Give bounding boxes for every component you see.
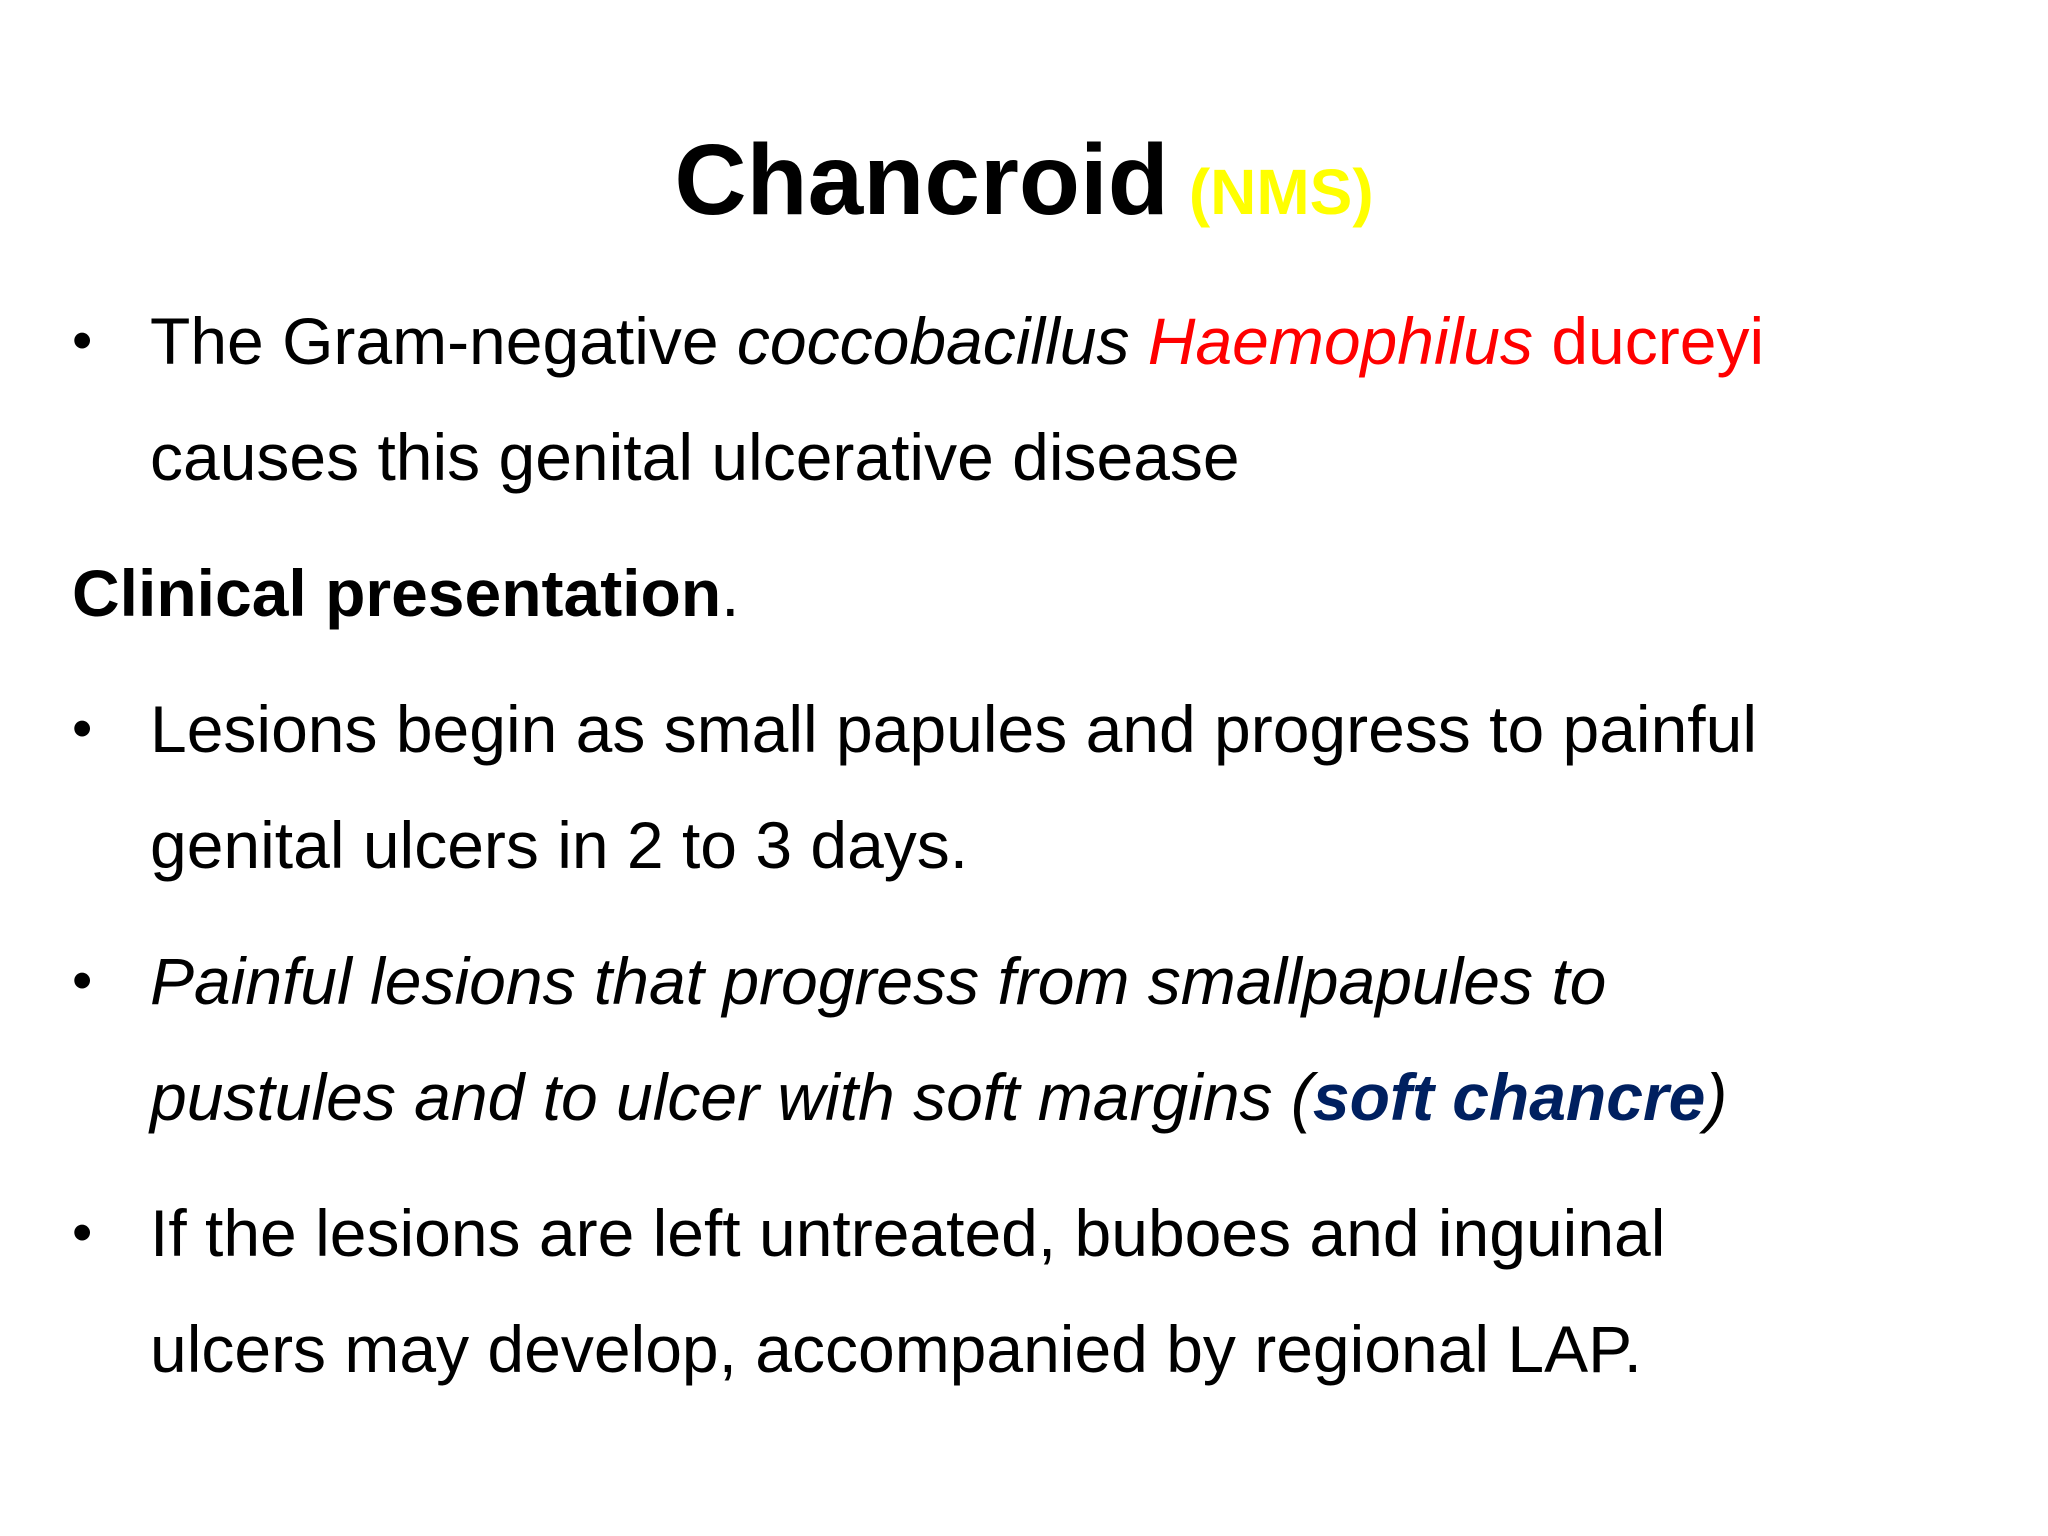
bullet-marker: • — [72, 696, 93, 761]
bullet-marker: • — [72, 1200, 93, 1265]
bullet-1-italic: coccobacillus — [736, 304, 1130, 378]
bullet-3-prefix: pustules and to ulcer with soft margins ( — [150, 1060, 1313, 1134]
title-tag: (NMS) — [1188, 156, 1374, 228]
bullet-1-line-2 — [0, 399, 2048, 515]
slide-title — [0, 124, 2048, 236]
bullet-3-text: Painful lesions that progress from smallpapules to — [150, 944, 1607, 1018]
bullet-2-text: Lesions begin as small papules and progress to painful — [150, 692, 1758, 766]
bullet-3-line-1 — [0, 923, 2048, 1039]
section-heading — [72, 535, 739, 651]
bullet-2-line-2 — [0, 787, 2048, 903]
species-genus: Haemophilus — [1147, 304, 1534, 378]
bullet-1-text — [150, 283, 1764, 399]
section-heading-period: . — [721, 556, 740, 630]
bullet-4-continuation: ulcers may develop, accompanied by regional LAP. — [150, 1312, 1642, 1386]
bullet-1-line-1 — [0, 283, 2048, 399]
title-main: Chancroid — [674, 124, 1169, 236]
bullet-3-continuation — [150, 1039, 1727, 1155]
bullet-2-line-1 — [0, 671, 2048, 787]
bullet-marker: • — [72, 308, 93, 373]
bullet-marker: • — [72, 948, 93, 1013]
bullet-1-continuation: causes this genital ulcerative disease — [150, 420, 1240, 494]
species-name: ducreyi — [1533, 304, 1765, 378]
bullet-4-text: If the lesions are left untreated, buboes and inguinal — [150, 1196, 1666, 1270]
soft-chancre-term: soft chancre — [1312, 1060, 1706, 1134]
bullet-1-plain: The Gram-negative — [150, 304, 737, 378]
bullet-3-line-2 — [0, 1039, 2048, 1155]
bullet-3-suffix: ) — [1705, 1060, 1728, 1134]
bullet-4-line-2 — [0, 1291, 2048, 1407]
section-heading-label: Clinical presentation — [72, 556, 722, 630]
bullet-2-continuation: genital ulcers in 2 to 3 days. — [150, 808, 969, 882]
section-heading-line — [0, 535, 2048, 651]
bullet-4-line-1 — [0, 1175, 2048, 1291]
